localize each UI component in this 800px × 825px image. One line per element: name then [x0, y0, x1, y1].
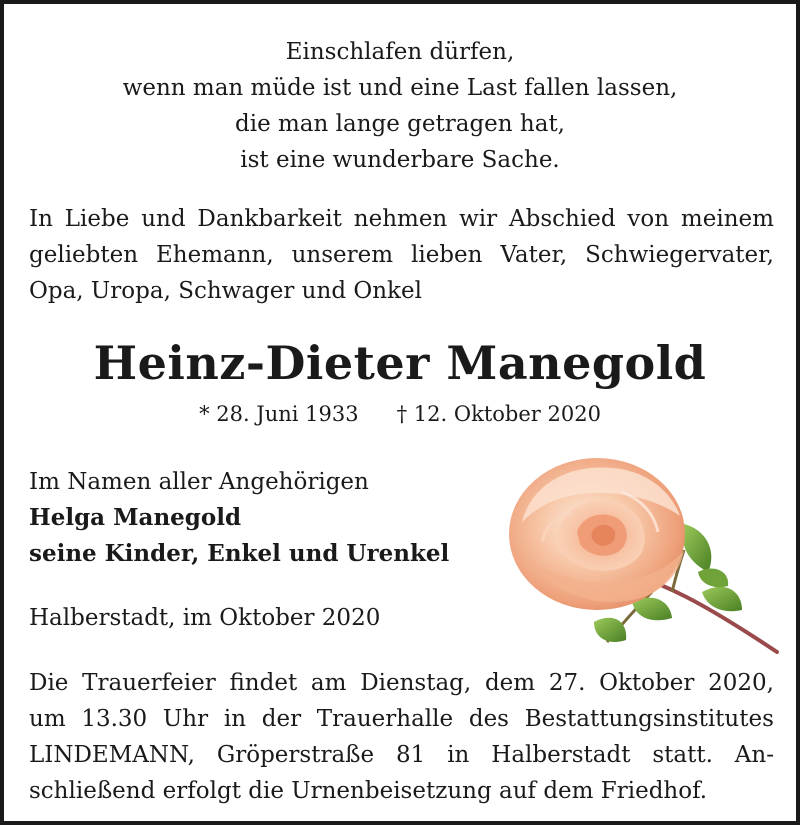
funeral-line-2 — [29, 701, 774, 737]
word: findet — [229, 670, 298, 696]
word: In — [29, 206, 53, 232]
word: der — [261, 706, 302, 732]
word: 2020, — [708, 670, 774, 696]
word: 81 — [396, 742, 426, 768]
mourners-intro: Im Namen aller Angehörigen — [29, 469, 369, 495]
word: Trauerfeier — [82, 670, 216, 696]
word: am — [310, 670, 347, 696]
funeral-info — [29, 665, 774, 809]
poem-line: wenn man müde ist und eine Last fallen lassen, — [122, 75, 678, 101]
birth-date: * 28. Juni 1933 — [199, 402, 359, 426]
word: meinem — [680, 206, 774, 232]
word: Liebe — [64, 206, 130, 232]
word: Dienstag, — [360, 670, 472, 696]
word: Trauerhalle — [316, 706, 454, 732]
word: Gröperstraße — [216, 742, 375, 768]
rose-icon — [502, 452, 782, 662]
word: in — [447, 742, 470, 768]
word: Die — [29, 670, 69, 696]
word: 27. — [548, 670, 586, 696]
word: statt. — [652, 742, 713, 768]
word: geliebten — [29, 242, 139, 268]
word: von — [627, 206, 670, 232]
death-date: † 12. Oktober 2020 — [396, 402, 601, 426]
funeral-line-3 — [29, 737, 774, 773]
poem-line: die man lange getragen hat, — [235, 111, 565, 137]
farewell-line-3: Opa, Uropa, Schwager und Onkel — [29, 278, 422, 304]
word: Uhr — [162, 706, 209, 732]
word: An- — [734, 742, 774, 768]
word: Ehemann, — [155, 242, 274, 268]
word: unserem — [291, 242, 394, 268]
funeral-line-1 — [29, 665, 774, 701]
deceased-name: Heinz-Dieter Manegold — [93, 336, 707, 390]
word: 13.30 — [81, 706, 148, 732]
word: Abschied — [509, 206, 616, 232]
poem-line: Einschlafen dürfen, — [285, 39, 515, 65]
place-date: Halberstadt, im Oktober 2020 — [29, 605, 381, 631]
word: dem — [484, 670, 536, 696]
word: um — [29, 706, 66, 732]
word: in — [223, 706, 247, 732]
farewell-line-2 — [29, 237, 774, 273]
word: Oktober — [599, 670, 695, 696]
mourner-family: seine Kinder, Enkel und Urenkel — [29, 540, 450, 567]
word: LINDEMANN, — [29, 742, 195, 768]
funeral-line-4: schließend erfolgt die Urnenbeisetzung auf dem Friedhof. — [29, 778, 708, 804]
mourners — [29, 464, 449, 572]
word: Vater, — [500, 242, 568, 268]
word: Bestattungsinstitutes — [524, 706, 774, 732]
poem-line: ist eine wunderbare Sache. — [240, 147, 560, 173]
word: lieben — [410, 242, 483, 268]
word: Dankbarkeit — [197, 206, 342, 232]
word: Halberstadt — [491, 742, 631, 768]
farewell-line-1 — [29, 201, 774, 237]
life-dates — [4, 399, 796, 429]
word: nehmen — [353, 206, 448, 232]
poem — [4, 34, 796, 178]
word: und — [141, 206, 186, 232]
farewell-text — [29, 201, 774, 309]
word: Schwiegervater, — [585, 242, 774, 268]
word: des — [468, 706, 509, 732]
mourner-name: Helga Manegold — [29, 504, 242, 531]
word: wir — [459, 206, 498, 232]
